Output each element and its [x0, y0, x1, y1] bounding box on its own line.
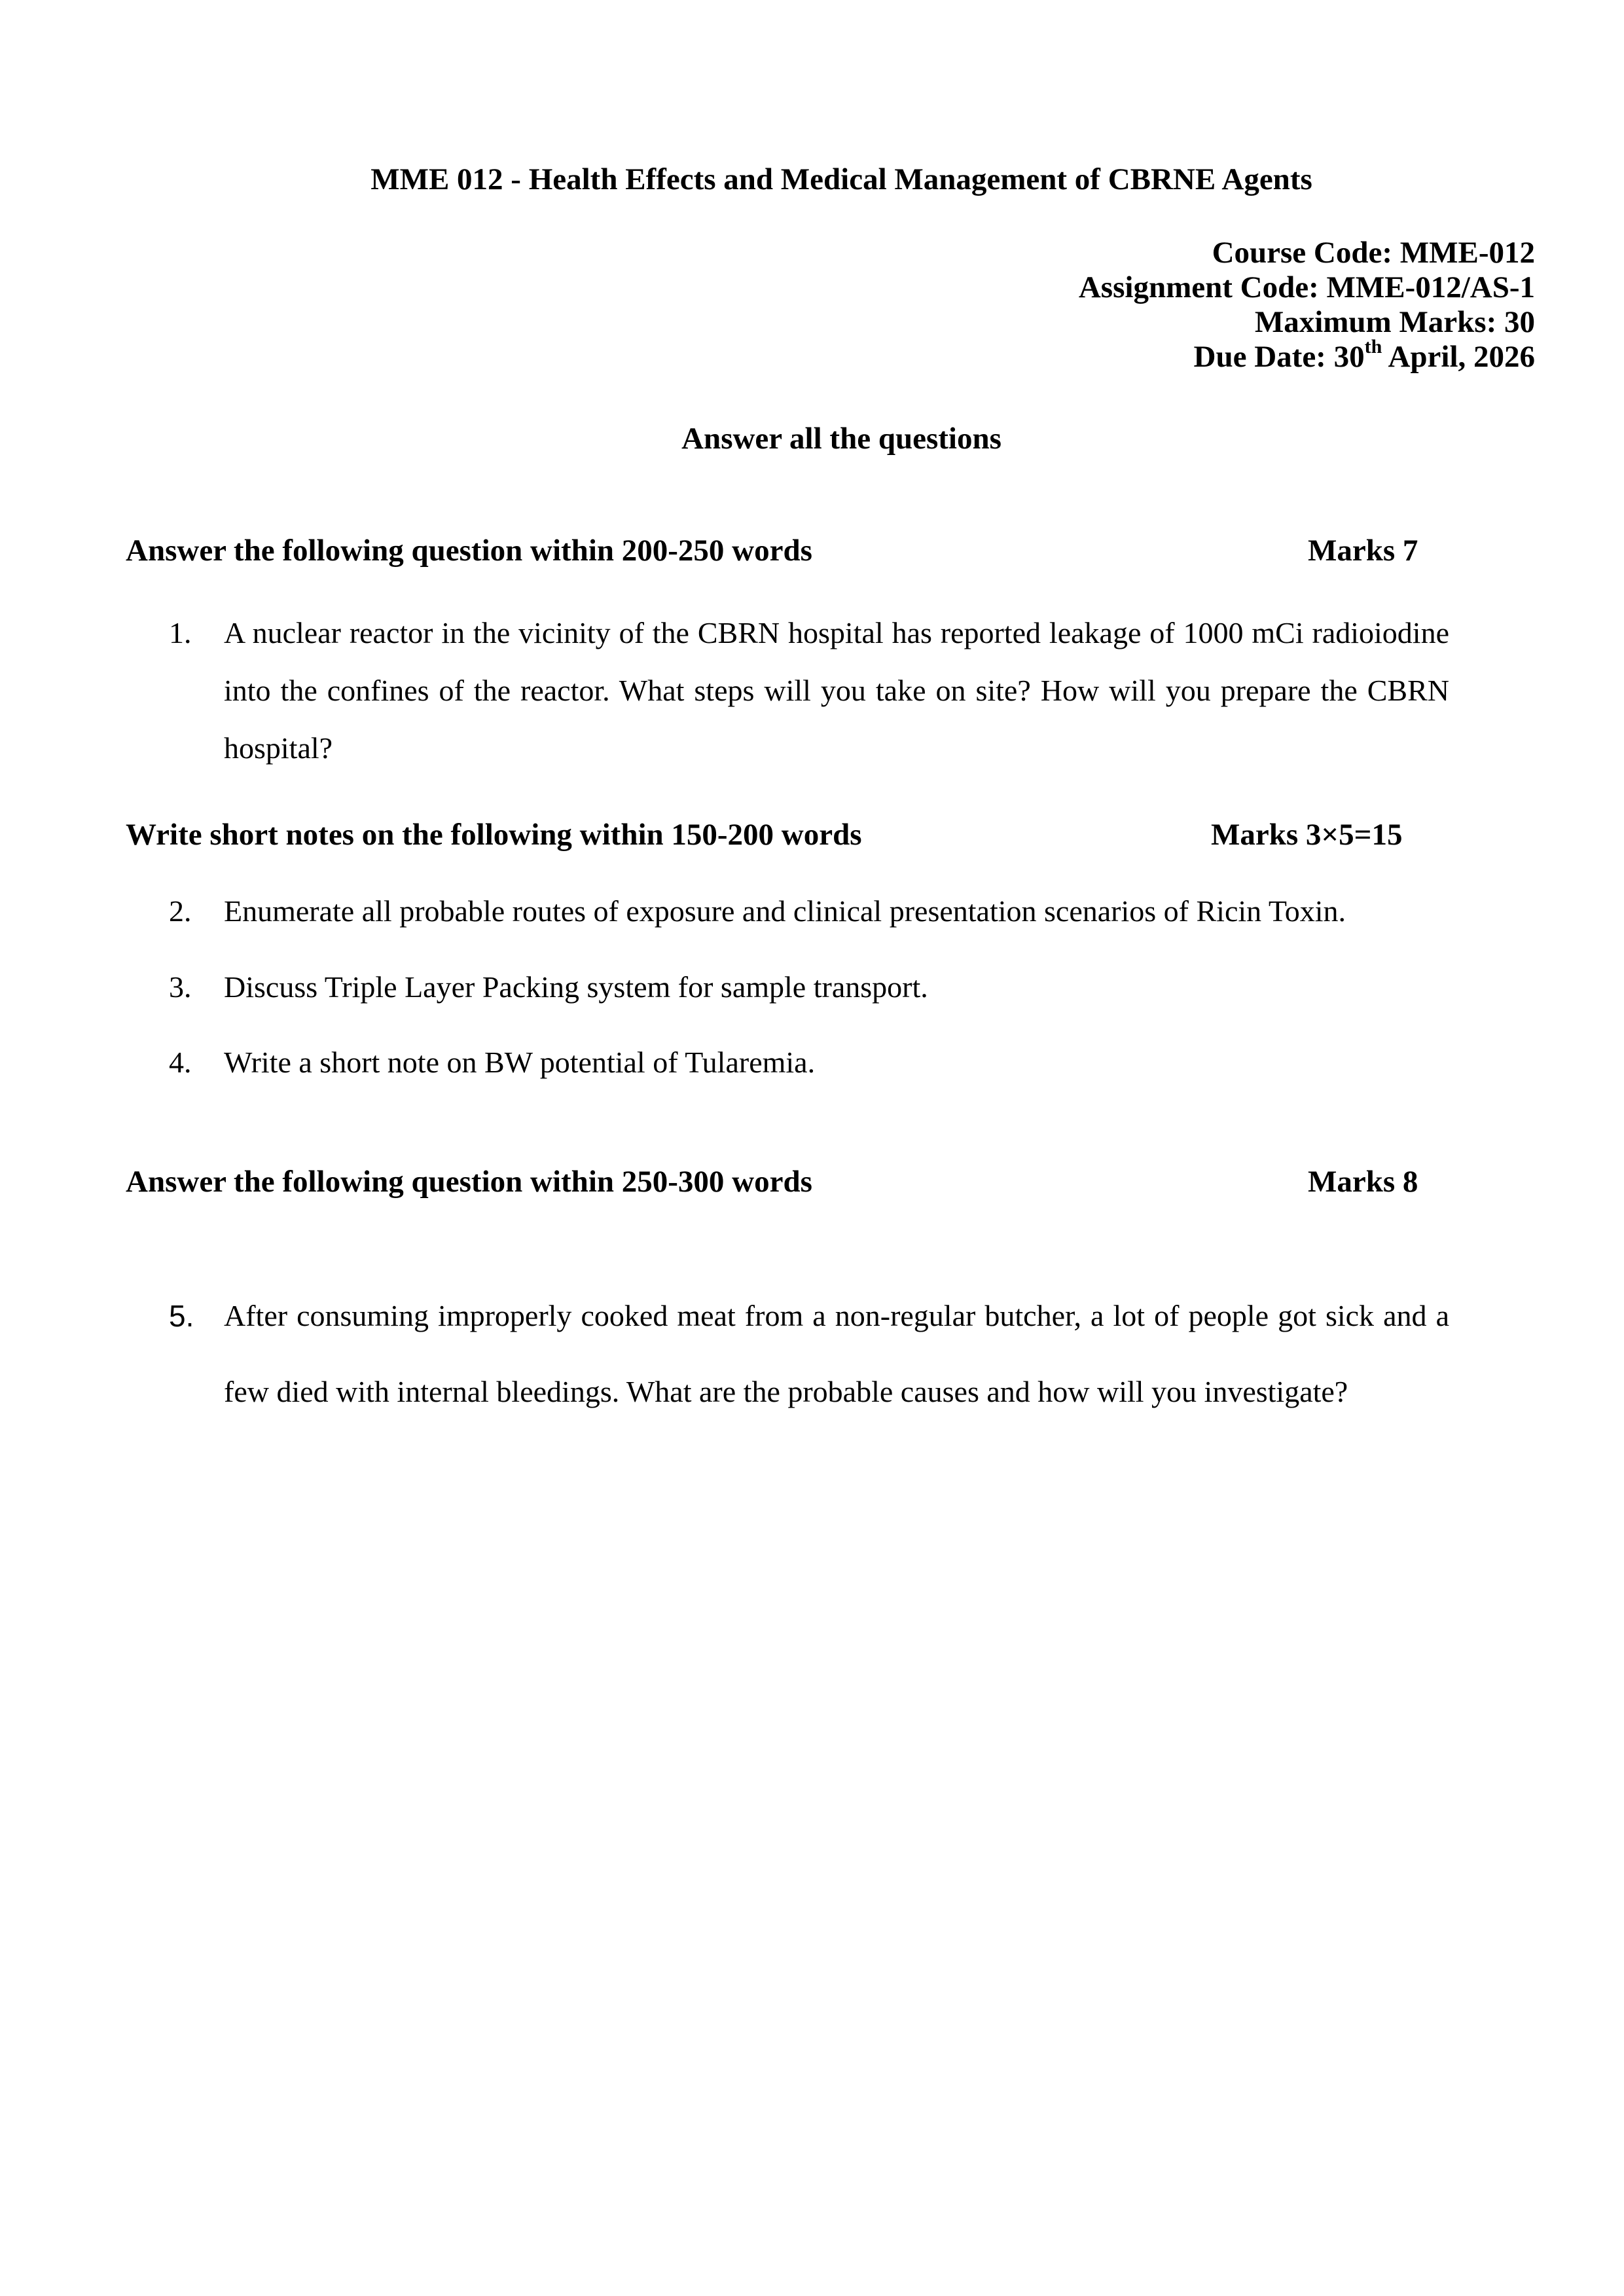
question-text: Enumerate all probable routes of exposure and clinical presentation scenarios of Ricin Toxin.	[224, 894, 1346, 928]
question-number: 1.	[169, 616, 192, 649]
question-item	[169, 1278, 1449, 1430]
question-number: 5.	[169, 1299, 194, 1333]
question-item	[169, 604, 1449, 777]
section-marks: Marks 3×5=15	[1211, 818, 1403, 852]
general-instruction: Answer all the questions	[681, 422, 1001, 456]
section-marks: Marks 8	[1308, 1165, 1418, 1199]
course-code: Course Code: MME-012	[1212, 236, 1535, 270]
question-item	[169, 1040, 1449, 1085]
document-title: MME 012 - Health Effects and Medical Management of CBRNE Agents	[370, 162, 1312, 196]
section-heading: Answer the following question within 250-300 words	[126, 1165, 812, 1199]
question-text: Write a short note on BW potential of Tularemia.	[224, 1046, 816, 1079]
question-number: 3.	[169, 970, 192, 1004]
due-date-suffix: April, 2026	[1382, 340, 1535, 374]
question-text: Discuss Triple Layer Packing system for sample transport.	[224, 970, 928, 1004]
question-item	[169, 888, 1449, 934]
section-heading: Answer the following question within 200-250 words	[126, 534, 812, 568]
due-date-prefix: Due Date: 30	[1193, 340, 1365, 374]
section-marks: Marks 7	[1308, 534, 1418, 568]
question-number: 2.	[169, 894, 192, 928]
question-text: A nuclear reactor in the vicinity of the CBRN hospital has reported leakage of 1000 mCi radioiodine into the confines of the reactor. What steps will you take on site? How will you prepare the CBRN hospital?	[224, 616, 1449, 765]
question-number: 4.	[169, 1046, 192, 1079]
due-date-superscript: th	[1364, 336, 1382, 358]
question-item	[169, 964, 1449, 1010]
due-date	[1079, 336, 1535, 374]
assignment-meta	[1079, 236, 1535, 374]
section-heading: Write short notes on the following within 150-200 words	[126, 818, 862, 852]
assignment-code: Assignment Code: MME-012/AS-1	[1078, 270, 1535, 304]
maximum-marks: Maximum Marks: 30	[1254, 305, 1535, 339]
question-text: After consuming improperly cooked meat from a non-regular butcher, a lot of people got sick and a few died with internal bleedings. What are the probable causes and how will you investigate?	[224, 1299, 1449, 1408]
